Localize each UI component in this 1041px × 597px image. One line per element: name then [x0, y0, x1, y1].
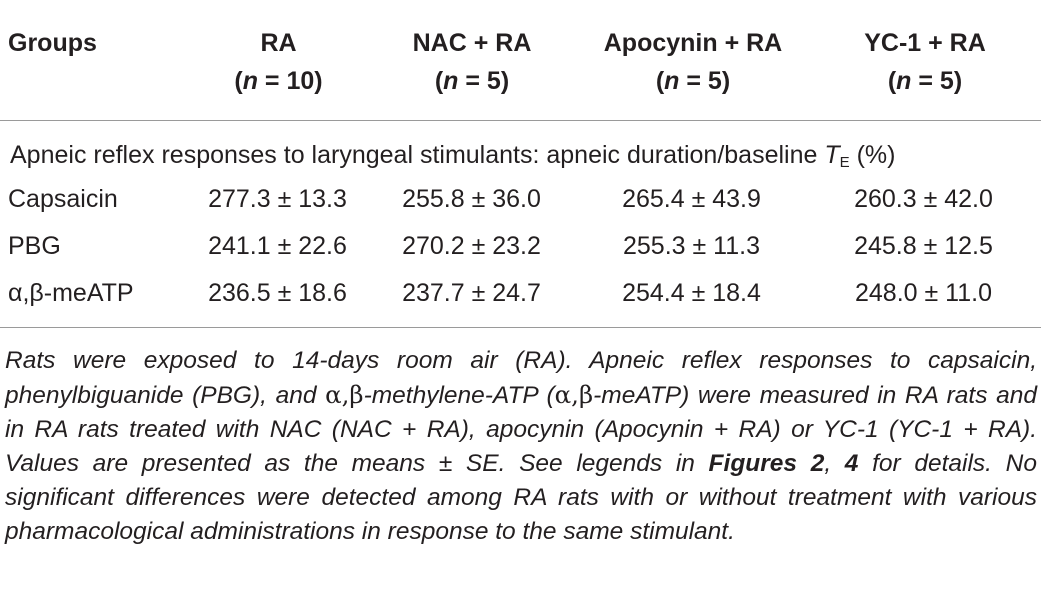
header-apocynin-ra-name: Apocynin + RA	[603, 29, 783, 57]
header-nac-ra-name: NAC + RA	[412, 29, 532, 57]
table-cell: 236.5 ± 18.6	[208, 279, 347, 307]
table-bottom-divider	[0, 327, 1041, 328]
table-cell: 248.0 ± 11.0	[855, 279, 992, 307]
header-yc1-ra-name: YC-1 + RA	[864, 29, 986, 57]
table-cell: 255.8 ± 36.0	[402, 185, 541, 213]
figure-reference[interactable]: 4	[844, 450, 859, 477]
table-cell: 277.3 ± 13.3	[208, 185, 347, 213]
row-label-capsaicin: Capsaicin	[8, 185, 118, 213]
header-ra	[196, 24, 361, 100]
row-label-meatp: α,β-meATP	[8, 279, 134, 307]
header-nac-ra	[386, 24, 558, 100]
header-yc1-ra	[835, 24, 1015, 100]
header-yc1-ra-n: (n = 5)	[887, 67, 963, 95]
table-cell: 237.7 ± 24.7	[402, 279, 541, 307]
table-cell: 254.4 ± 18.4	[622, 279, 761, 307]
figure-reference[interactable]: Figures 2	[708, 450, 825, 477]
table-footnote: Rats were exposed to 14-days room air (RA). Apneic reflex responses to capsaicin, phenylbiguanide (PBG), and α,β-methylene-ATP (α,β-meATP) were measured in RA rats and in RA rats treated with NAC (NAC + RA), apocynin (Apocynin + RA) or YC-1 (YC-1 + RA). Values are presented as the means ± SE. See legends in Figures 2, 4 for details. No significant differences were detected among RA rats with or without treatment with various pharmacological administrations in response to the same stimulant.	[5, 347, 1037, 545]
table-cell: 245.8 ± 12.5	[854, 232, 993, 260]
header-groups: Groups	[8, 29, 97, 57]
section-title: Apneic reflex responses to laryngeal stimulants: apneic duration/baseline $T_E$ (%)	[10, 141, 896, 171]
header-divider	[0, 120, 1041, 121]
header-apocynin-ra-n: (n = 5)	[655, 67, 731, 95]
table-cell: 260.3 ± 42.0	[854, 185, 993, 213]
table-cell: 241.1 ± 22.6	[208, 232, 347, 260]
header-nac-ra-n: (n = 5)	[434, 67, 510, 95]
header-ra-name: RA	[260, 29, 297, 57]
row-label-pbg: PBG	[8, 232, 61, 260]
header-ra-n: (n = 10)	[234, 67, 323, 95]
header-apocynin-ra	[582, 24, 804, 100]
table-cell: 270.2 ± 23.2	[402, 232, 541, 260]
table-cell: 265.4 ± 43.9	[622, 185, 761, 213]
table-cell: 255.3 ± 11.3	[623, 232, 760, 260]
